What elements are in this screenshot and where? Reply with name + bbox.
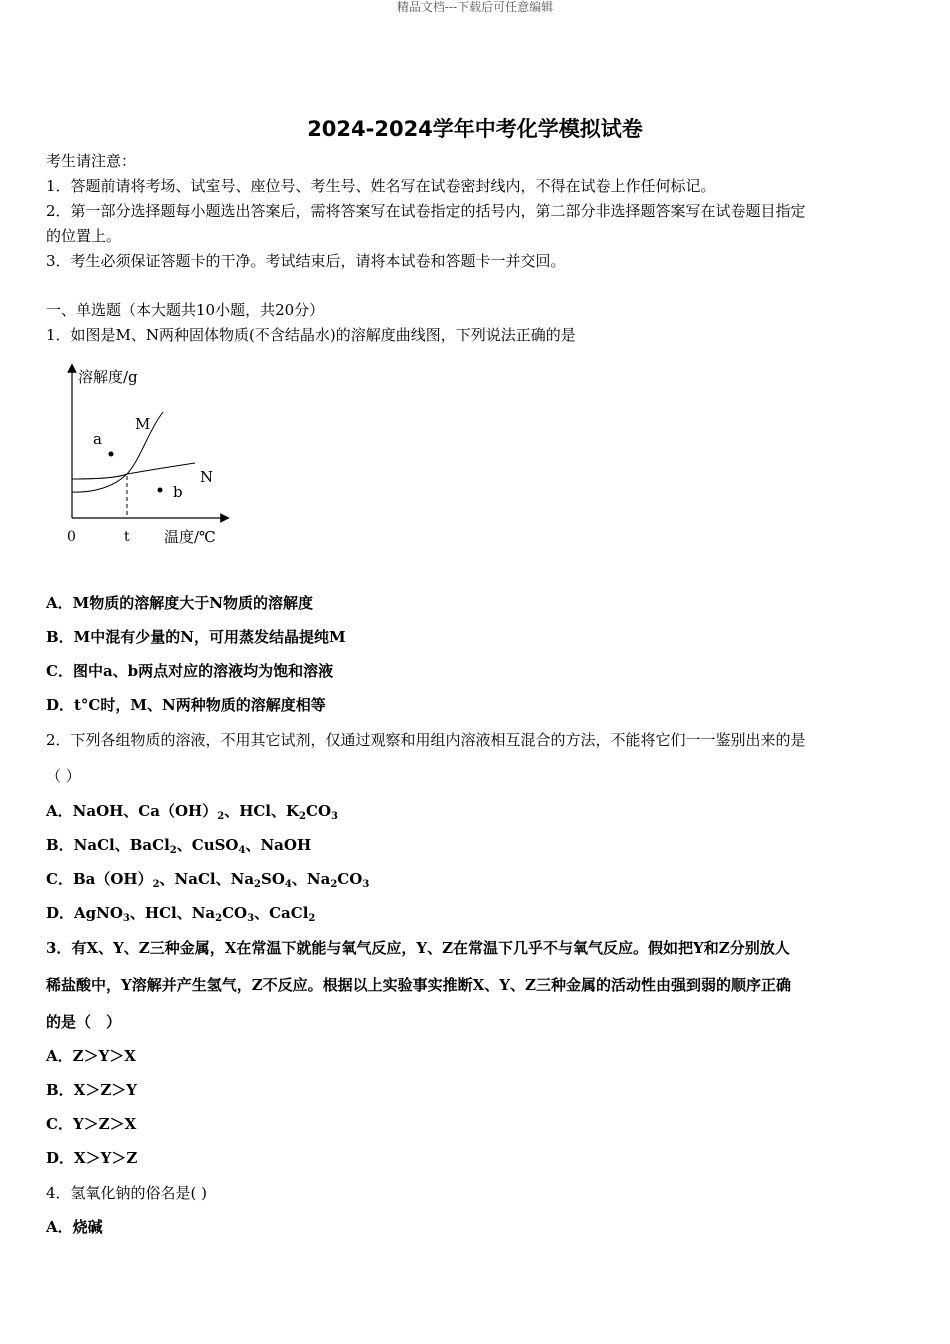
- curve-m-label: M: [135, 415, 151, 433]
- q3-option: C．Y＞Z＞X: [46, 1115, 137, 1133]
- q2-option: A．NaOH、$Ca(OH)_2$、HCl、$K_2CO_3$: [46, 802, 338, 822]
- q1-option: B．M中混有少量的N，可用蒸发结晶提纯M: [46, 628, 346, 646]
- q1-option: C．图中a、b两点对应的溶液均为饱和溶液: [46, 662, 334, 680]
- q3-stem: 的是（ ）: [46, 1013, 122, 1031]
- q2-stem-end: （ ）: [46, 767, 81, 785]
- point-b-label: b: [173, 483, 183, 501]
- notice-heading: 考生请注意：: [46, 152, 137, 170]
- point-a: [109, 452, 114, 457]
- t-label: t: [124, 529, 130, 545]
- notice-item: 1．答题前请将考场、试室号、座位号、考生号、姓名写在试卷密封线内，不得在试卷上作任何标记。: [46, 177, 716, 195]
- page-header: 精品文档---下载后可任意编辑: [396, 0, 554, 14]
- q2-option: C．$Ba(OH)_2$、NaCl、$Na_2SO_4$、$Na_2CO_3$: [46, 870, 370, 890]
- y-axis-label: 溶解度/g: [78, 368, 138, 386]
- x-axis-label: 温度/℃: [164, 528, 216, 546]
- q1-option: D．t°C时，M、N两种物质的溶解度相等: [46, 696, 326, 714]
- curve-n-label: N: [200, 468, 214, 486]
- q2-option: D．AgNO$_3$、HCl、$Na_2CO_3$、CaCl$_2$: [46, 904, 316, 924]
- origin-label: 0: [67, 529, 76, 545]
- solubility-graph: [60, 362, 230, 552]
- q3-stem: 稀盐酸中，Y溶解并产生氢气，Z不反应。根据以上实验事实推断X、Y、Z三种金属的活动性由强到弱的顺序正确: [46, 976, 791, 994]
- point-b: [158, 488, 163, 493]
- q4-option: A．烧碱: [46, 1218, 103, 1236]
- q4-stem: 4．氢氧化钠的俗名是( ): [46, 1184, 208, 1202]
- notice-item: 的位置上。: [46, 227, 122, 245]
- notice-item: 3．考生必须保证答题卡的干净。考试结束后，请将本试卷和答题卡一并交回。: [46, 252, 566, 270]
- q2-stem: 2．下列各组物质的溶液，不用其它试剂，仅通过观察和用组内溶液相互混合的方法，不能将它们一一鉴别出来的是: [46, 731, 806, 749]
- q2-option: B．NaCl、BaCl$_2$、CuSO$_4$、NaOH: [46, 836, 312, 856]
- q3-option: B．X＞Z＞Y: [46, 1081, 137, 1099]
- q3-option: A．Z＞Y＞X: [46, 1047, 136, 1065]
- page-title: 2024-2024学年中考化学模拟试卷: [307, 117, 643, 141]
- q3-stem: 3．有X、Y、Z三种金属，X在常温下就能与氧气反应，Y、Z在常温下几乎不与氧气反应。假如把Y和Z分别放人: [46, 939, 790, 957]
- point-a-label: a: [93, 430, 102, 448]
- q1-option: A．M物质的溶解度大于N物质的溶解度: [46, 594, 313, 612]
- q1-stem: 1．如图是M、N两种固体物质(不含结晶水)的溶解度曲线图，下列说法正确的是: [46, 326, 576, 344]
- q3-option: D．X＞Y＞Z: [46, 1149, 138, 1167]
- notice-item: 2．第一部分选择题每小题选出答案后，需将答案写在试卷指定的括号内，第二部分非选择题答案写在试卷题目指定: [46, 202, 806, 220]
- section-heading: 一、单选题（本大题共10小题，共20分）: [46, 301, 325, 319]
